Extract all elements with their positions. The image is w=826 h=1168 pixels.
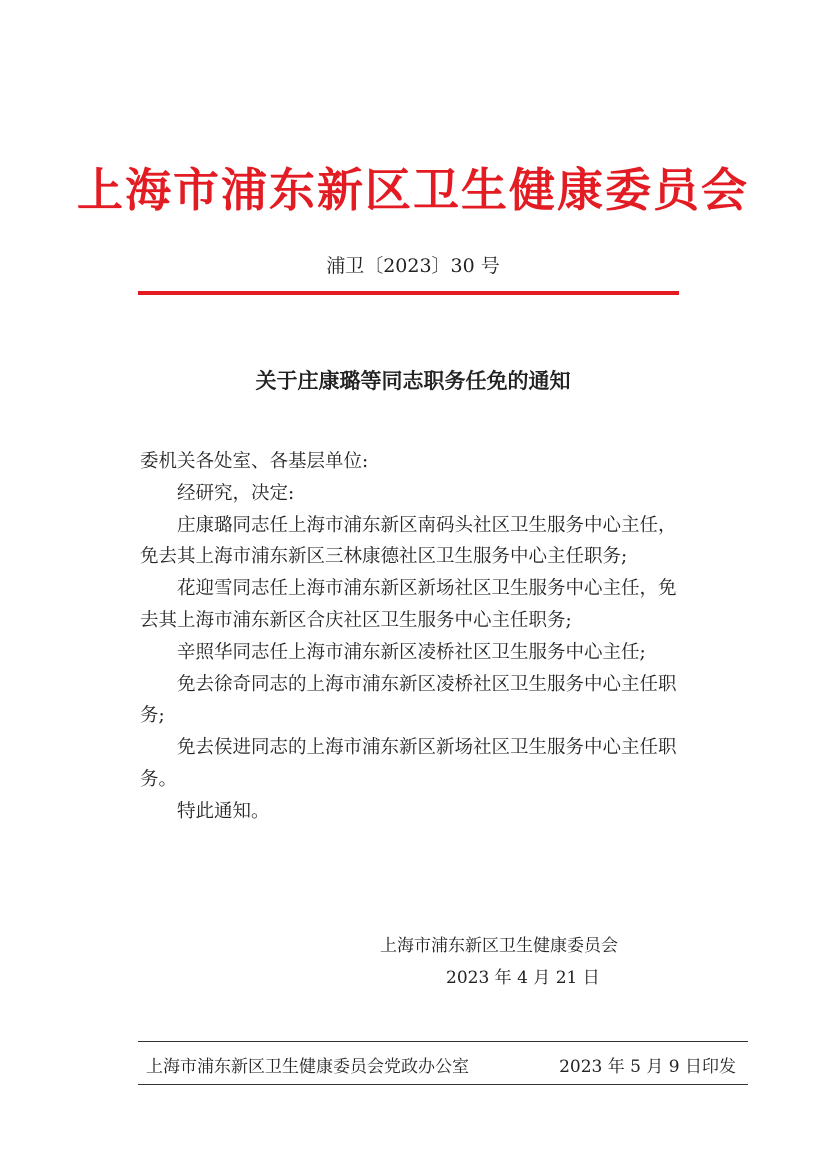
masthead: 上海市浦东新区卫生健康委员会	[77, 163, 749, 217]
document-number: 浦卫〔2023〕30 号	[326, 255, 500, 277]
body-paragraph: 辛照华同志任上海市浦东新区凌桥社区卫生服务中心主任;	[177, 641, 646, 663]
footer-issue-date: 2023 年 5 月 9 日印发	[559, 1057, 736, 1077]
signature-block	[380, 930, 660, 994]
signature-date: 2023 年 4 月 21 日	[446, 968, 600, 988]
signature-organization: 上海市浦东新区卫生健康委员会	[380, 936, 618, 956]
body-paragraph: 免去侯进同志的上海市浦东新区新场社区卫生服务中心主任职务。	[140, 737, 677, 790]
footer-issuer: 上海市浦东新区卫生健康委员会党政办公室	[146, 1057, 469, 1077]
document-title: 关于庄康璐等同志职务任免的通知	[255, 368, 571, 393]
body-paragraph: 免去徐奇同志的上海市浦东新区凌桥社区卫生服务中心主任职务;	[140, 673, 677, 727]
footer-rule-top	[138, 1041, 748, 1042]
document-body	[140, 446, 688, 828]
salutation: 委机关各处室、各基层单位:	[140, 451, 369, 472]
red-divider-rule	[138, 291, 679, 295]
body-paragraph: 花迎雪同志任上海市浦东新区新场社区卫生服务中心主任，免去其上海市浦东新区合庆社区卫生服务中心主任职务;	[140, 578, 677, 631]
closing-line: 特此通知。	[177, 800, 270, 822]
body-paragraph: 庄康璐同志任上海市浦东新区南码头社区卫生服务中心主任，免去其上海市浦东新区三林康德社区卫生服务中心主任职务;	[140, 514, 677, 568]
body-paragraph: 经研究，决定:	[177, 482, 295, 504]
footer-rule-bottom	[138, 1084, 748, 1085]
